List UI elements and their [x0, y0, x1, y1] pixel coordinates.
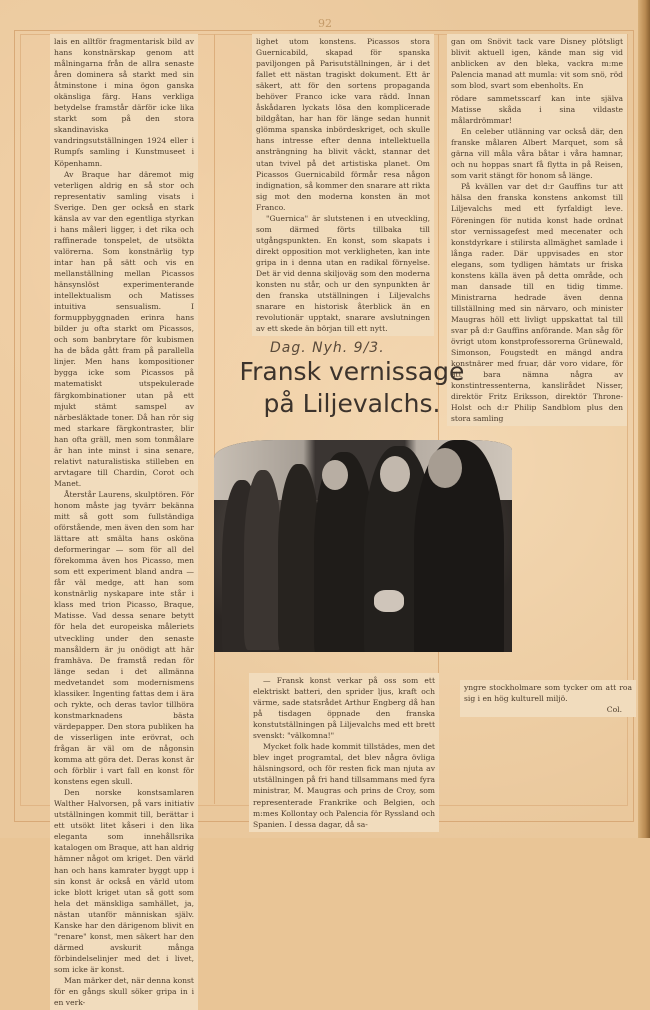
- clipping-column-3-top: [447, 34, 627, 93]
- paragraph: rödare sammetsscarf kan inte själva Matisse skåda i sina vildaste målardrömmar!: [451, 94, 623, 126]
- author-signature: Col.: [606, 705, 622, 715]
- photo-face: [428, 448, 462, 488]
- clipping-column-2: [252, 34, 434, 336]
- paragraph: Av Braque har däremot mig veterligen aldrig en så stor och representativ samling visats i Sverige. Den ger också en stark känsla av var den egentliga styrkan i hans måleri ligger, i det rika och raffinerade tonspelet, de utsökta valörerna. Som konstnärlig typ intar han på sätt och vis en mellanställning mellan Picassos hänsynslöst experimenterande intellektualism och Matisses intuitiva sensualism. I formuppbyggnaden erinra hans bilder ju ofta starkt om Picassos, och som banbrytare för kubismen ha de båda gått fram på parallella linjer. Men hans kompositioner bygga icke som Picassos på matematiskt utspekulerade färgkombinationer utan på ett mjukt stämt samspel av närbesläktade toner. Då han rör sig med starkare färgkontraster, blir han ofta gräll, men som tonmålare är han inte minst i sina senare, relativt naturalistiska stilleben en arvtagare till Chardin, Corot och Manet.: [54, 169, 194, 488]
- paragraph: Återstår Laurens, skulptören. För honom måste jag tyvärr bekänna mitt så gott som fullständiga oförstående, men även den som har lättare att smälta hans osköna deformeringar — som för all del förekomma även hos Picasso, men som ett experiment bland andra — får väl medge, att han som konstnärlig nyskapare inte står i klass med trion Picasso, Braque, Matisse. Vad dessa senare betytt för hela det europeiska måleriets utveckling under den senaste mansåldern är ju onödigt att här framhäva. De framstå redan för länge sedan i det allmänna medvetandet som modernismens klassiker. Ingenting fattas dem i ära och rykte, och deras tavlor tillhöra konstmarknadens bästa värdepapper. Den stora publiken ha de visserligen inte erövrat, och frågan är väl om de någonsin komma att göra det. Deras konst är och förblir i vart fall en konst för konstens egen skull.: [54, 489, 194, 787]
- photo-hands: [374, 590, 404, 612]
- paragraph: lais en alltför fragmentarisk bild av hans konstnärskap genom att målningarna från de allra senaste åren dominera så starkt med sin åtminstone i mina ögon ganska okänsliga färg. Hans verkliga betydelse framstår därför icke lika starkt som på den stora skandinaviska vandringsutställningen 1924 eller i Rumpfs samling i Kunstmuseet i Köpenhamn.: [54, 37, 194, 168]
- paragraph: "Guernica" är slutstenen i en utveckling, som därmed förts tillbaka till utgångspunkten. En konst, som skapats i direkt opposition mot verkligheten, kan inte gripa in i denna utan en radikal förnyelse. Det är vid denna skiljoväg som den moderna konsten nu står, och ur den synpunkten är den franska utställningen i Liljevalchs snarare en historisk återblick än en revolutionär upptakt, snarare avslutningen av ett skede än början till ett nytt.: [256, 213, 430, 334]
- clipping-article-body: [249, 673, 439, 832]
- photo-face: [322, 460, 348, 490]
- paragraph: Den norske konstsamlaren Walther Halvorsen, på vars initiativ utställningen kommit till, berättar i ett utsökt litet kåseri i den lika eleganta som innehållsrika katalogen om Braque, att han aldrig hämner något om kriget. Den värld han och hans kamrater byggt upp i sin konst är också en värld utom icke blott kriget utan så gott som hela det mänskliga samhället, ja, nästan utanför människan själv. Kanske har den därigenom blivit en "renare" konst, men säkert har den därmed avskurit många förbindelselinjer med det i livet, som icke är konst.: [54, 788, 194, 974]
- column-rule: [214, 34, 215, 804]
- photo-figure: [244, 470, 282, 650]
- paragraph: På kvällen var det d:r Gauffins tur att hälsa den franska konstens ankomst till Liljevalchs med ett fyrfaldigt leve. Föreningen för nutida konst hade ordnat stor vernissagefest med mecenater och konstdyrkare i stilirsta allmäghet samlade i långa rader. Där uppvisades en stor elegans, som tydligen hämtats ur friska konstens källa även på detta område, och man dansade till en tidig timme. Ministrarna hedrade även denna tillställning med sin närvaro, och minister Maugras höll ett livligt uppskattat tal till svar på d:r Gauffins anförande. Man såg för övrigt utom konstprofessorerna Grünewald, Simonson, Fougstedt en mängd andra konstnärer med fruar, där voro vidare, för att bara nämna några av konstintressenterna, kanslirådet Nisser, direktör Fritz Eriksson, direktör Throne-Holst och d:r Philip Sandblom plus den stora samling: [451, 182, 623, 424]
- paragraph: lighet utom konstens. Picassos stora Guernicabild, skapad för spanska paviljongen på Parisutställningen, är i det fallet ett nästan tragiskt dokument. Ett är säkert, att för den sortens propaganda behöver Franco icke vara rädd. Innan åskådaren lyckats lösa den komplicerade bildgåtan, har han för länge sedan hunnit glömma spanska inbördeskriget, och skulle hans intresse efter denna intellektuella ansträngning ha blivit väckt, stannar det utan tvivel på det artistiska planet. Om Picassos Guernicabild förmår resa någon indignation, så kommer den snarare att rikta sig mot den moderna konsten än mot Franco.: [256, 37, 430, 212]
- paragraph: Mycket folk hade kommit tillstädes, men det blev inget programtal, det blev några övliga hälsningsord, och för resten fick man njuta av utställningen på fri hand tillsammans med fyra ministrar, M. Maugras och prins de Croy, som representerade Frankrike och Belgien, och m:mes Kollontay och Palencia för Ryssland och Spanien. I dessa dagar, då sa-: [253, 742, 435, 829]
- headline-line-2: på Liljevalchs.: [263, 389, 441, 418]
- handwritten-source-note: Dag. Nyh. 9/3.: [270, 340, 385, 356]
- paragraph: gan om Snövit tack vare Disney plötsligt blivit aktuell igen, kände man sig vid anblicken av den bleka, vackra m:me Palencia manad att mumla: vit som snö, röd som blod, svart som ebenholts. En: [451, 37, 623, 91]
- paragraph: En celeber utlänning var också där, den franske målaren Albert Marquet, som så gärna vill måla våra båtar i våra hamnar, och nu hoppas snart få flytta in på Reisen, som varit stängt för honom så länge.: [451, 127, 623, 181]
- headline-line-1: Fransk vernissage: [239, 357, 465, 386]
- book-spine: [638, 0, 650, 838]
- paragraph: Man märker det, när denna konst för en gångs skull söker gripa in i en verk-: [54, 975, 194, 1008]
- article-headline: [222, 356, 482, 420]
- news-photo: [214, 440, 512, 652]
- photo-face: [380, 456, 410, 492]
- clipping-article-ending: [460, 680, 636, 717]
- clipping-column-1: [50, 34, 198, 1010]
- page-number: 92: [318, 17, 332, 30]
- paragraph: — Fransk konst verkar på oss som ett elektriskt batteri, den sprider ljus, kraft och värme, sade statsrådet Arthur Engberg då han på tisdagen öppnade den franska konstutställningen på Liljevalchs med ett brett svenskt: "välkomna!": [253, 676, 435, 741]
- paragraph: yngre stockholmare som tycker om att roa sig i en hög kulturell miljö.: [464, 683, 632, 704]
